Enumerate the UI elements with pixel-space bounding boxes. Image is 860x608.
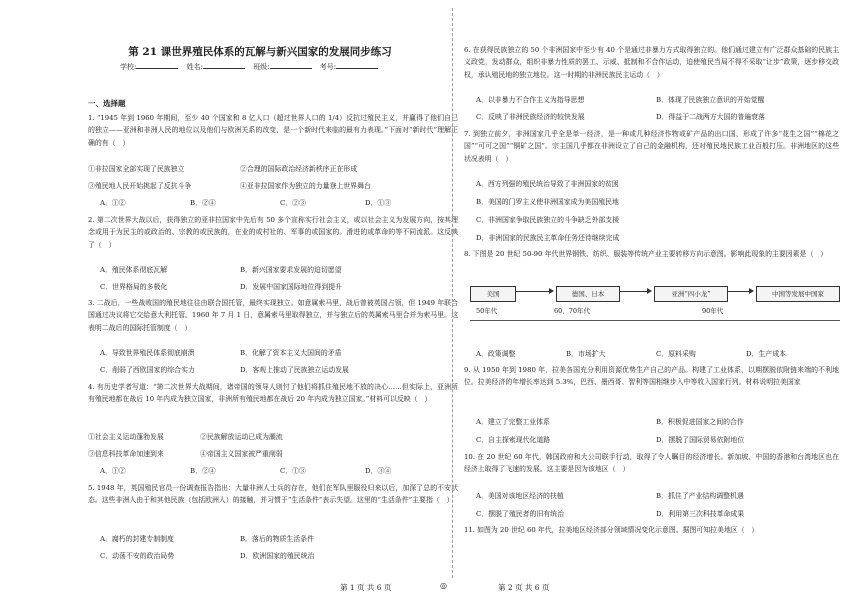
school-label: 学校: [120, 63, 137, 71]
question-2-stem: 2. 第二次世界大战以后，获得独立的亚非拉国家中先后有 50 多个宣称实行社会主义，或以社会主义为发展方向，按其理念或用于为民主的或政治的、宗教的或民族的，在业的或村社的、军事的或国家的。滑进的或革命的等不同流派。这反映了（ ） [88, 216, 458, 249]
q5-option-d[interactable]: D．欧洲国家的殖民统治 [240, 552, 315, 560]
q1-option-d[interactable]: D．①③ [365, 199, 392, 207]
timeline-axis [470, 320, 840, 321]
left-page-footer: 第 1 页 共 6 页 [340, 583, 392, 592]
exam-number-blank[interactable] [336, 62, 378, 69]
q1-option-c[interactable]: C．②③ [280, 199, 306, 207]
school-blank[interactable] [136, 62, 178, 69]
student-info-line [120, 62, 384, 72]
worksheet-title: 第 21 课世界殖民体系的瓦解与新兴国家的发展同步练习 [128, 46, 392, 58]
q4-item-2: ②民族解放运动已成为潮流 [200, 433, 283, 441]
q4-option-a[interactable]: A．①② [100, 467, 126, 475]
section-heading: 一、选择题 [88, 99, 126, 108]
q5-option-b[interactable]: B．落后的物质生活条件 [240, 535, 314, 543]
q3-option-b[interactable]: B．化解了资本主义大国间的矛盾 [240, 349, 342, 357]
q6-option-c[interactable]: C．反映了非洲民族经济的较快发展 [476, 113, 585, 121]
name-blank[interactable] [203, 62, 245, 69]
q7-option-c[interactable]: C．非洲国家争取民族独立的斗争缺乏外部支援 [476, 216, 620, 224]
arrow-1 [516, 291, 552, 292]
q10-option-a[interactable]: A．美国对该地区经济的扶植 [476, 492, 564, 500]
class-label: 班级: [253, 63, 270, 71]
question-5-stem: 5. 1948 年，英国殖民官员一份调查报告指出：大量非洲人士兵的存在，他们在军队里服役归来以后，加深了总的不安状态。这些非洲人由于和其他民族（包括欧洲人）的接触，并习惯于“生活条件”表示失望。这里的“生活条件”主要指（ ） [88, 484, 458, 505]
q4-option-b[interactable]: B．②④ [190, 467, 216, 475]
tick-50s: 50年代 [476, 307, 498, 315]
name-label: 姓名: [186, 63, 203, 71]
right-page-footer: 第 2 页 共 6 页 [498, 583, 550, 592]
box-usa: 美国 [470, 286, 516, 302]
q3-option-c[interactable]: C．削弱了西欧国家的综合实力 [100, 366, 195, 374]
q1-option-a[interactable]: A．①② [100, 199, 126, 207]
q10-option-c[interactable]: C．摆脱了殖民者的旧有统治 [476, 510, 564, 518]
q2-option-d[interactable]: D．发展中国家国际地位得到提升 [240, 283, 342, 291]
q7-option-d[interactable]: D．非洲国家的民族民主革命任务还待继续完成 [476, 234, 620, 242]
box-developing-countries: 中国等发展中国家 [756, 286, 840, 302]
q7-option-a[interactable]: A．西方列强的殖民统治导致了非洲国家的贫困 [476, 180, 619, 188]
q1-item-2: ②合理的国际政治经济新秩序正在形成 [240, 165, 358, 173]
q9-option-b[interactable]: B．积极促进国家之间的合作 [656, 418, 744, 426]
q5-option-a[interactable]: A．腐朽的封建专制制度 [100, 535, 174, 543]
question-7-stem: 7. 到独立前夕，非洲国家几乎全是单一经济，是一种或几种经济作物或矿产品的出口国，形成了许多“花生之国”“棉花之国”“可可之国”“铜矿之国”。宗主国几乎都在非洲设立了自己的金融机构，还对殖民地民族工业百般打压。非洲地区的这些状况表明（ ） [464, 130, 839, 163]
q3-option-d[interactable]: D．客观上推动了民族独立运动发展 [240, 366, 349, 374]
question-1-stem: 1. “1945 年到 1960 年期间，至少 40 个国家和 8 亿人口（超过世界人口的 1/4）反抗过殖民主义，并赢得了他们自己的独立——亚洲和非洲人民的地位以及他们与欧洲关系的改变，是一个新时代来临的最有力表现。”下面对“新时代”理解正确的有（ ） [88, 114, 458, 147]
exam-number-label: 考号: [319, 63, 337, 71]
question-10-stem: 10. 在 20 世纪 60 年代，韩国政府和大公司联手行动，取得了令人瞩目的经济增长。新加坡、中国的香港和台湾地区也在经济上取得了飞速的发展。这主要是因为该地区（ ） [464, 453, 839, 474]
q8-option-c[interactable]: C．原料采购 [656, 350, 696, 358]
q1-option-b[interactable]: B．②④ [190, 199, 216, 207]
q4-option-c[interactable]: C．①③ [280, 467, 306, 475]
q4-item-3: ③信息科技革命加速到来 [88, 450, 164, 458]
q9-option-d[interactable]: D．摆脱了国际贸易依附地位 [656, 436, 745, 444]
q2-option-b[interactable]: B．新兴国家要求发展的迫切愿望 [240, 266, 342, 274]
class-blank[interactable] [270, 62, 312, 69]
q10-option-d[interactable]: D．利用第三次科技革命成果 [656, 510, 745, 518]
box-four-dragons: 亚洲“四小龙” [654, 286, 728, 302]
question-11-stem: 11. 如图为 20 世纪 60 年代，拉美地区经济部分领域情况变化示意图。据图可知拉美地区（ ） [464, 526, 759, 534]
arrow-3 [728, 291, 752, 292]
tick-90s: 90年代 [702, 307, 724, 315]
q6-option-a[interactable]: A．以非暴力不合作主义为指导思想 [476, 96, 585, 104]
q9-option-c[interactable]: C．自主探索现代化道路 [476, 436, 551, 444]
q2-option-a[interactable]: A．殖民体系彻底瓦解 [100, 266, 167, 274]
tick-60-70s: 60、70年代 [554, 307, 591, 315]
industry-transfer-diagram [470, 282, 840, 340]
q9-option-a[interactable]: A．建立了完整工业体系 [476, 418, 550, 426]
question-4-stem: 4. 有历史学者写道：“第二次世界大战期间，诸帝国的领导人则忖了他们将抓住殖民地不放的决心……但实际上，亚洲所有殖民地都在战后 10 年内成为独立国家，非洲所有殖民地都在战后 20 年内成为独立国家。”材料可以反映（ ） [88, 383, 458, 404]
q10-option-b[interactable]: B．抓住了产业结构调整机遇 [656, 492, 744, 500]
q6-option-d[interactable]: D．得益于二战两方大国的普遍衰落 [656, 113, 765, 121]
question-3-stem: 3. 二战后，一些战败国的殖民地往往由联合国托管，最终实现独立。如意属索马里，战后曾被英国占领，但 1949 年联合国通过决议将它交给意大利托管。1960 年 7 月 1 日，意属索马里取得独立，并与独立后的英属索马里合并为索马里。这表明二战后的国际托管制度（ ） [88, 299, 458, 332]
page-divider [452, 8, 453, 578]
q7-option-b[interactable]: B．美国的门罗主义使非洲国家成为美国殖民地 [476, 198, 619, 206]
question-9-stem: 9. 从 1950 年到 1980 年，拉美各国充分利用资源优势生产自己的产品。构建了工业体系，以期摆脱依附链来端的不利地位。拉美经济的年增长率达到 5.3%，巴西、墨西哥、智利等国相继步入中等收入国家行列。材料说明拉美国家 [464, 366, 839, 387]
q1-item-3: ③殖民地人民开始挑起了反抗斗争 [88, 182, 192, 190]
q3-option-a[interactable]: A．导致世界殖民体系彻底崩溃 [100, 349, 195, 357]
q4-option-d[interactable]: D．③④ [365, 467, 392, 475]
q1-item-1: ①非拉国家全部实现了民族独立 [88, 165, 185, 173]
arrow-2 [620, 291, 650, 292]
q8-option-a[interactable]: A．政策调整 [476, 350, 516, 358]
q4-item-1: ①社会主义运动蓬勃发展 [88, 433, 164, 441]
question-8-stem: 8. 下图是 20 世纪 50-90 年代世界钢铁、纺织、服装等传统产业主要转移方向示意图。影响此现象的主要因素是（ ） [464, 250, 828, 258]
q6-option-b[interactable]: B．体现了民族独立意识的开始觉醒 [656, 96, 765, 104]
q1-item-4: ④亚非拉国家作为独立的力量登上世界舞台 [240, 182, 371, 190]
q4-item-4: ④帝国主义国家被严重削弱 [200, 450, 283, 458]
question-6-stem: 6. 在获得民族独立的 50 个非洲国家中至少有 40 个是通过非暴力方式取得独立的。他们通过建立有广泛群众基础的民族主义政党，发动群众，组织非暴力性质的罢工、示威、抵制和不合作运动，迫使殖民当局不得不采取“让步”政策，逐步移交政权，承认殖民地的独立地位。这一时期的非洲民族民主运动（ ） [464, 46, 839, 79]
q2-option-c[interactable]: C．世界格局的多极化 [100, 283, 168, 291]
box-germany-japan: 德国、日本 [556, 286, 620, 302]
binding-circle-icon: ◎ [440, 581, 447, 590]
q8-option-b[interactable]: B．市场扩大 [566, 350, 606, 358]
q8-option-d[interactable]: D．生产成本 [746, 350, 786, 358]
q5-option-c[interactable]: C．动荡不安的政治局势 [100, 552, 175, 560]
